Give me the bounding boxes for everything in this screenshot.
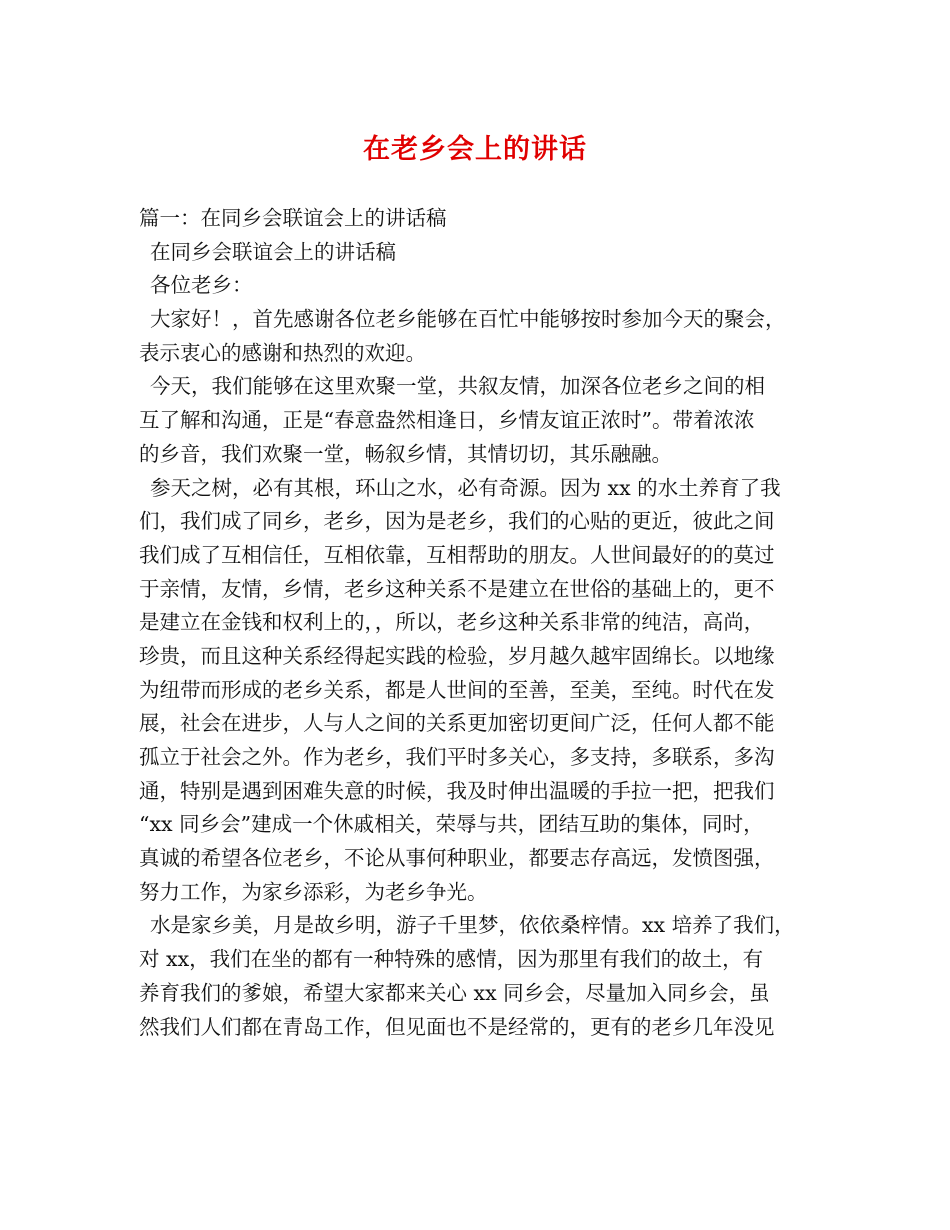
- text-line: 互了解和沟通，正是“春意盎然相逢日，乡情友谊正浓时”。带着浓浓: [139, 408, 755, 433]
- text-line: 我们成了互相信任，互相依靠，互相帮助的朋友。人世间最好的的莫过: [139, 542, 775, 567]
- document-body: [139, 202, 831, 1044]
- text-line: 表示衷心的感谢和热烈的欢迎。: [139, 340, 426, 365]
- text-line: 真诚的希望各位老乡，不论从事何种职业，都要志存高远，发愤图强，: [139, 846, 775, 871]
- text-line: 珍贵，而且这种关系经得起实践的检验，岁月越久越牢固绵长。以地缘: [139, 643, 775, 668]
- text-line: 是建立在金钱和权利上的，，所以，老乡这种关系非常的纯洁，高尚，: [139, 610, 765, 635]
- text-line: 努力工作，为家乡添彩，为老乡争光。: [139, 879, 488, 904]
- text-line: 通，特别是遇到困难失意的时候，我及时伸出温暖的手拉一把，把我们: [139, 778, 775, 803]
- text-line: 今天，我们能够在这里欢聚一堂，共叙友情，加深各位老乡之间的相: [150, 374, 765, 399]
- text-line: 大家好！，首先感谢各位老乡能够在百忙中能够按时参加今天的聚会，: [150, 307, 786, 332]
- text-line: 然我们人们都在青岛工作，但见面也不是经常的，更有的老乡几年没见: [139, 1014, 775, 1039]
- text-line: “xx 同乡会”建成一个休戚相关，荣辱与共，团结互助的集体，同时，: [139, 812, 764, 837]
- text-line: 各位老乡：: [150, 273, 253, 298]
- text-line: 参天之树，必有其根，环山之水，必有奇源。因为 xx 的水土养育了我: [150, 475, 781, 500]
- text-line: 为纽带而形成的老乡关系，都是人世间的至善，至美，至纯。时代在发: [139, 677, 775, 702]
- text-line: 展，社会在进步，人与人之间的关系更加密切更间广泛，任何人都不能: [139, 711, 775, 736]
- text-line: 在同乡会联谊会上的讲话稿: [150, 239, 396, 264]
- text-line: 篇一：在同乡会联谊会上的讲话稿: [139, 206, 447, 230]
- text-line: 水是家乡美，月是故乡明，游子千里梦，依依桑梓情。xx 培养了我们，: [150, 913, 795, 938]
- text-line: 于亲情，友情，乡情，老乡这种关系不是建立在世俗的基础上的，更不: [139, 576, 775, 601]
- text-line: 们，我们成了同乡，老乡，因为是老乡，我们的心贴的更近，彼此之间: [139, 509, 775, 534]
- text-line: 对 xx，我们在坐的都有一种特殊的感情，因为那里有我们的故土，有: [139, 947, 764, 972]
- text-line: 的乡音，我们欢聚一堂，畅叙乡情，其情切切，其乐融融。: [139, 441, 672, 466]
- text-line: 孤立于社会之外。作为老乡，我们平时多关心，多支持，多联系，多沟: [139, 745, 775, 769]
- text-line: 养育我们的爹娘，希望大家都来关心 xx 同乡会，尽量加入同乡会，虽: [139, 980, 770, 1005]
- document-title: 在老乡会上的讲话: [363, 134, 587, 165]
